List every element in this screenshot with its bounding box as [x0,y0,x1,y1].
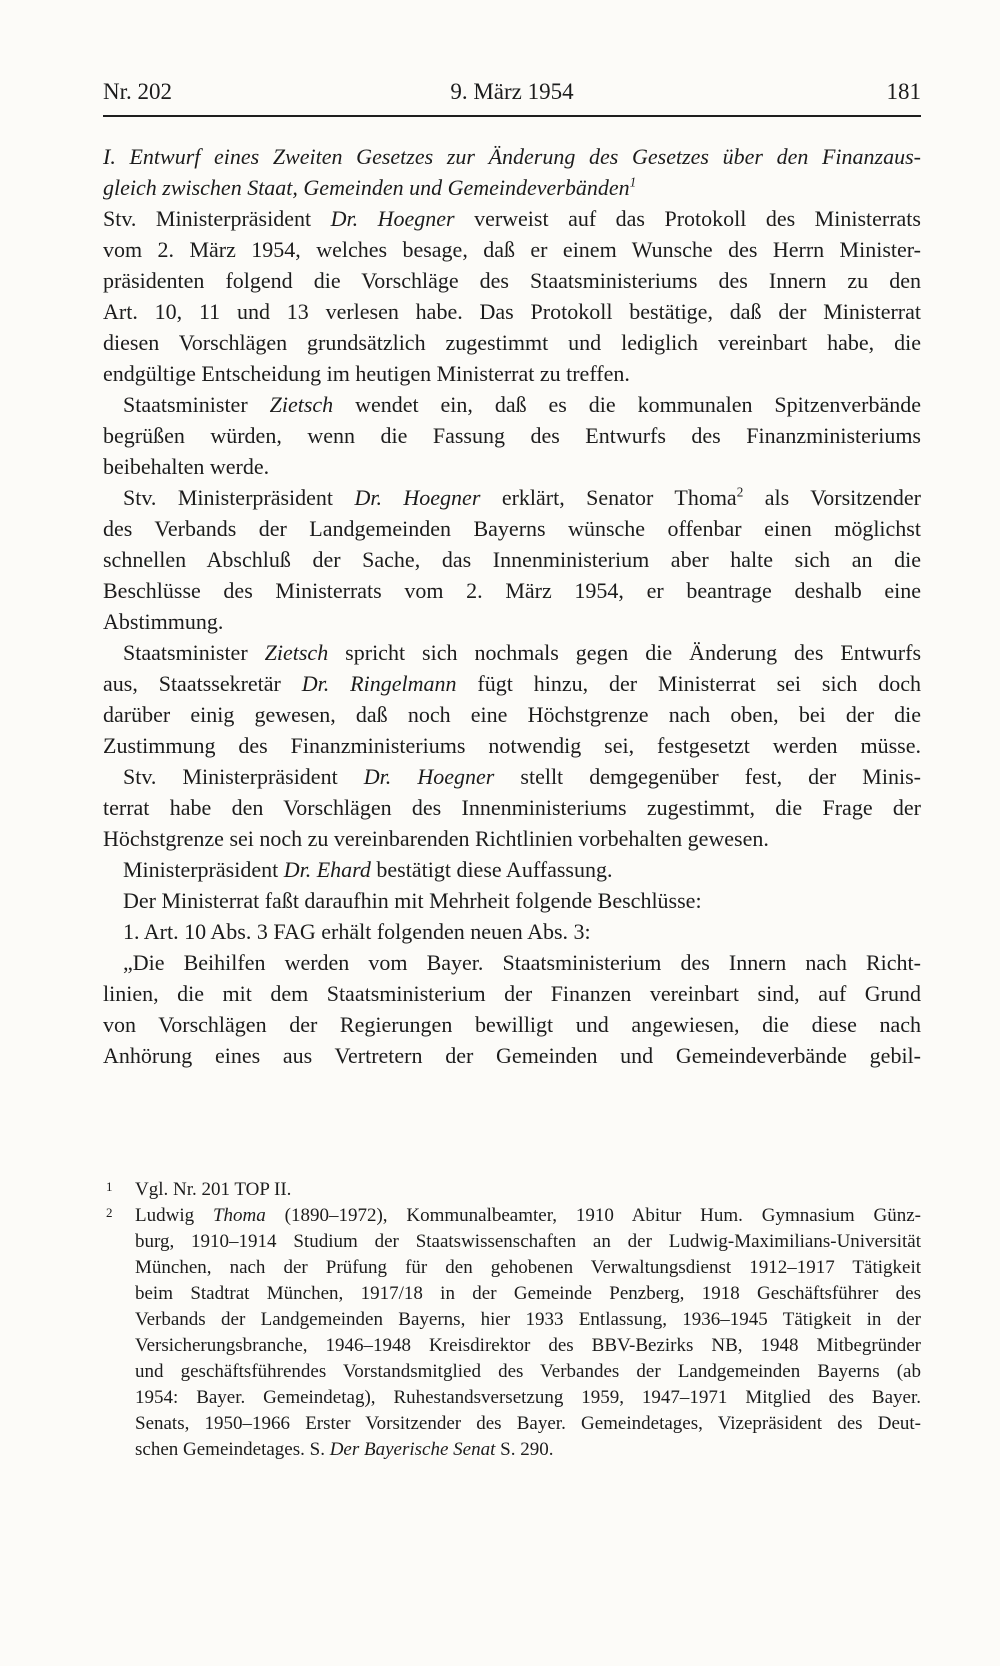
text-line: Ludwig Thoma (1890–1972), Kommunalbeamter, 1910 Abitur Hum. Gymnasium Günz- [135,1205,921,1226]
text-line: Vgl. Nr. 201 TOP II. [135,1179,292,1200]
text-line: Stv. Ministerpräsident Dr. Hoegner verweist auf das Protokoll des Ministerrats [103,206,921,231]
paragraph [103,885,921,916]
text-line: schnellen Abschluß der Sache, das Innenministerium aber halte sich an die [103,547,921,572]
paragraph [103,203,921,389]
text-line: diesen Vorschlägen grundsätzlich zugestimmt und lediglich vereinbart habe, die [103,330,921,355]
paragraph [103,947,921,1071]
paragraph [103,637,921,761]
text-line: Anhörung eines aus Vertretern der Gemeinden und Gemeindeverbände gebil- [103,1043,921,1068]
text-line: Höchstgrenze sei noch zu vereinbarenden Richtlinien vorbehalten gewesen. [103,826,769,851]
footnote-marker: 2 [106,1205,113,1220]
text-line: 1. Art. 10 Abs. 3 FAG erhält folgenden neuen Abs. 3: [123,919,591,944]
text-line: Zustimmung des Finanzministeriums notwendig sei, festgesetzt werden müsse. [103,733,921,758]
text-line: und geschäftsführendes Vorstandsmitglied des Verbandes der Landgemeinden Bayerns (ab [135,1361,921,1382]
text-line: Staatsminister Zietsch spricht sich nochmals gegen die Änderung des Entwurfs [123,640,922,665]
paragraph [103,482,921,637]
text-line: Verbands der Landgemeinden Bayerns, hier 1933 Entlassung, 1936–1945 Tätigkeit in der [135,1309,921,1330]
text-line: Art. 10, 11 und 13 verlesen habe. Das Protokoll bestätige, daß der Ministerrat [103,299,921,324]
text-line: darüber einig gewesen, daß noch eine Höchstgrenze nach oben, bei der die [103,702,921,727]
footnote-marker: 1 [106,1179,113,1194]
footnote [103,1203,921,1463]
issue-number: Nr. 202 [103,79,172,104]
page-content [103,78,921,1463]
text-line: Staatsminister Zietsch wendet ein, daß es die kommunalen Spitzenverbände [123,392,921,417]
text-line: Beschlüsse des Ministerrats vom 2. März 1954, er beantrage deshalb eine [103,578,921,603]
text-line: gleich zwischen Staat, Gemeinden und Gemeindeverbänden$^1$ [103,174,637,200]
body-text [103,203,921,1071]
section-title [103,141,921,203]
text-line: burg, 1910–1914 Studium der Staatswissenschaften an der Ludwig-Maximilians-Universität [135,1231,921,1252]
text-line: begrüßen würden, wenn die Fassung des Entwurfs des Finanzministeriums [103,423,921,448]
text-line: schen Gemeindetages. S. Der Bayerische Senat S. 290. [135,1439,554,1460]
text-line: präsidenten folgend die Vorschläge des Staatsministeriums des Innern zu den [103,268,921,293]
footnote [103,1177,921,1203]
paragraph [103,389,921,482]
text-line: beibehalten werde. [103,454,270,479]
text-line: Ministerpräsident Dr. Ehard bestätigt diese Auffassung. [123,857,613,882]
text-line: „Die Beihilfen werden vom Bayer. Staatsministerium des Innern nach Richt- [123,950,921,975]
text-line: beim Stadtrat München, 1917/18 in der Gemeinde Penzberg, 1918 Geschäftsführer des [135,1283,921,1304]
text-line: des Verbands der Landgemeinden Bayerns wünsche offenbar einen möglichst [103,516,921,541]
text-line: Stv. Ministerpräsident Dr. Hoegner stellt demgegenüber fest, der Minis- [123,764,921,789]
text-line: aus, Staatssekretär Dr. Ringelmann fügt hinzu, der Ministerrat sei sich doch [103,671,922,696]
text-line: Stv. Ministerpräsident Dr. Hoegner erklärt, Senator Thoma$^2$ als Vorsitzender [123,484,921,510]
text-line: München, nach der Prüfung für den gehobenen Verwaltungsdienst 1912–1917 Tätigkeit [135,1257,921,1278]
text-line: 1954: Bayer. Gemeindetag), Ruhestandsversetzung 1959, 1947–1971 Mitglied des Bayer. [135,1387,921,1408]
text-line: terrat habe den Vorschlägen des Innenministeriums zugestimmt, die Frage der [103,795,921,820]
paragraph [103,854,921,885]
page-header [103,78,921,106]
text-line: Abstimmung. [103,609,224,634]
paragraph [103,916,921,947]
text-line: Versicherungsbranche, 1946–1948 Kreisdirektor des BBV-Bezirks NB, 1948 Mitbegründer [135,1335,921,1356]
text-line: vom 2. März 1954, welches besage, daß er einem Wunsche des Herrn Minister- [103,237,921,262]
page-number: 181 [886,79,922,104]
header-rule [103,115,921,117]
paragraph [103,761,921,854]
text-line: Der Ministerrat faßt daraufhin mit Mehrheit folgende Beschlüsse: [123,888,702,913]
text-line: endgültige Entscheidung im heutigen Ministerrat zu treffen. [103,361,630,386]
text-line: I. Entwurf eines Zweiten Gesetzes zur Änderung des Gesetzes über den Finanzaus- [103,144,921,169]
footnotes [103,1177,921,1463]
text-line: Senats, 1950–1966 Erster Vorsitzender des Bayer. Gemeindetages, Vizepräsident des Deut- [135,1413,921,1434]
header-date: 9. März 1954 [450,79,574,104]
text-line: von Vorschlägen der Regierungen bewilligt und angewiesen, die diese nach [103,1012,921,1037]
text-line: linien, die mit dem Staatsministerium der Finanzen vereinbart sind, auf Grund [103,981,921,1006]
